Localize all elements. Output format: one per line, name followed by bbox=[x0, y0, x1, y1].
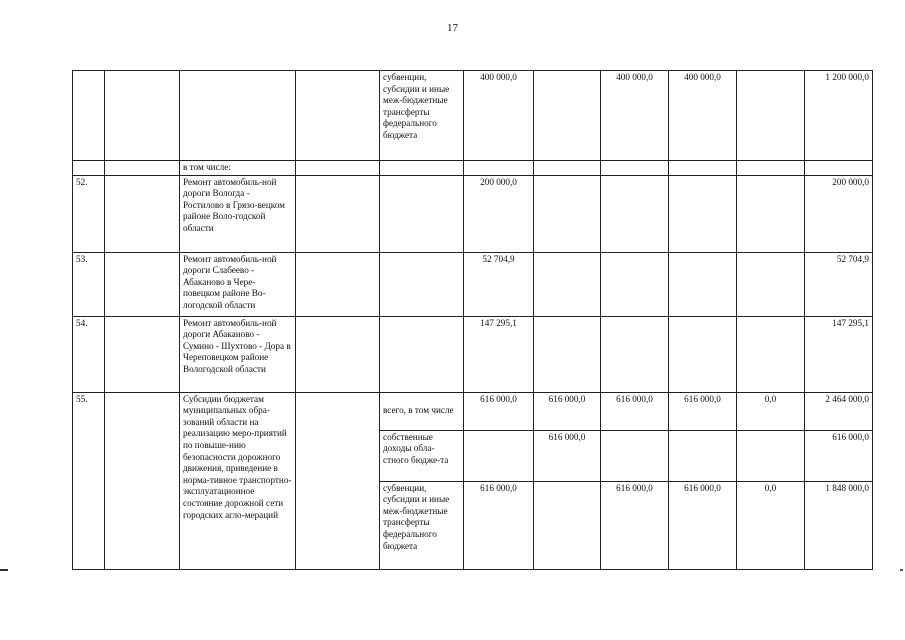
funding-source: собственные доходы обла-стного бюдже-та bbox=[380, 430, 464, 481]
activity-name: Ремонт автомобиль-ной дороги Слабеево - Абаканово в Чере-повецком районе Во-логодской области bbox=[180, 252, 296, 316]
row-number: 54. bbox=[73, 316, 105, 392]
value-year-5 bbox=[737, 71, 805, 161]
value-year-1: 400 000,0 bbox=[464, 71, 534, 161]
activity-name bbox=[180, 71, 296, 161]
activity-name: Ремонт автомобиль-ной дороги Вологда - Ростилово в Грязо-вецком районе Воло-годской области bbox=[180, 175, 296, 252]
value-year-1: 147 295,1 bbox=[464, 316, 534, 392]
value-total: 1 848 000,0 bbox=[805, 481, 873, 569]
funding-source: субвенции, субсидии и иные меж-бюджетные трансферты федерального бюджета bbox=[380, 481, 464, 569]
table-row bbox=[73, 252, 873, 316]
value-year-4: 616 000,0 bbox=[669, 392, 737, 430]
row-number: 52. bbox=[73, 175, 105, 252]
row-number bbox=[73, 71, 105, 161]
budget-table bbox=[72, 70, 873, 570]
value-total: 616 000,0 bbox=[805, 430, 873, 481]
funding-source: всего, в том числе bbox=[380, 392, 464, 430]
value-year-3: 400 000,0 bbox=[601, 71, 669, 161]
value-total: 52 704,9 bbox=[805, 252, 873, 316]
funding-source: субвенции, субсидии и иные меж-бюджетные трансферты федерального бюджета bbox=[380, 71, 464, 161]
value-year-4: 616 000,0 bbox=[669, 481, 737, 569]
value-total: 147 295,1 bbox=[805, 316, 873, 392]
value-year-5: 0,0 bbox=[737, 481, 805, 569]
responsible-cell bbox=[105, 71, 180, 161]
row-number: 55. bbox=[73, 392, 105, 569]
value-total: 1 200 000,0 bbox=[805, 71, 873, 161]
value-year-1: 616 000,0 bbox=[464, 392, 534, 430]
value-year-2 bbox=[534, 71, 601, 161]
activity-name: Субсидии бюджетам муниципальных обра-зований области на реализацию меро-приятий по повыше-нию безопасности дорожного движения, приведение в норма-тивное транспортно-эксплуатационное состояние дорожной сети городских агло-мераций bbox=[180, 392, 296, 569]
value-year-2: 616 000,0 bbox=[534, 392, 601, 430]
value-year-1: 200 000,0 bbox=[464, 175, 534, 252]
table-row bbox=[73, 392, 873, 430]
value-year-2: 616 000,0 bbox=[534, 430, 601, 481]
table-row bbox=[73, 71, 873, 161]
blank-cell bbox=[296, 71, 380, 161]
value-year-4: 400 000,0 bbox=[669, 71, 737, 161]
activity-name: Ремонт автомобиль-ной дороги Абаканово - Сумино - Шухтово - Дора в Череповецком районе Вологодской области bbox=[180, 316, 296, 392]
table-row bbox=[73, 161, 873, 176]
value-year-1: 616 000,0 bbox=[464, 481, 534, 569]
table-row bbox=[73, 175, 873, 252]
including-label: в том числе: bbox=[180, 161, 296, 176]
value-total: 200 000,0 bbox=[805, 175, 873, 252]
value-year-3: 616 000,0 bbox=[601, 481, 669, 569]
scan-edge-mark bbox=[0, 569, 8, 571]
table-row bbox=[73, 316, 873, 392]
row-number: 53. bbox=[73, 252, 105, 316]
scan-edge-mark bbox=[900, 569, 903, 571]
value-year-1: 52 704,9 bbox=[464, 252, 534, 316]
value-total: 2 464 000,0 bbox=[805, 392, 873, 430]
value-year-5: 0,0 bbox=[737, 392, 805, 430]
value-year-3: 616 000,0 bbox=[601, 392, 669, 430]
page-number: 17 bbox=[447, 22, 458, 34]
